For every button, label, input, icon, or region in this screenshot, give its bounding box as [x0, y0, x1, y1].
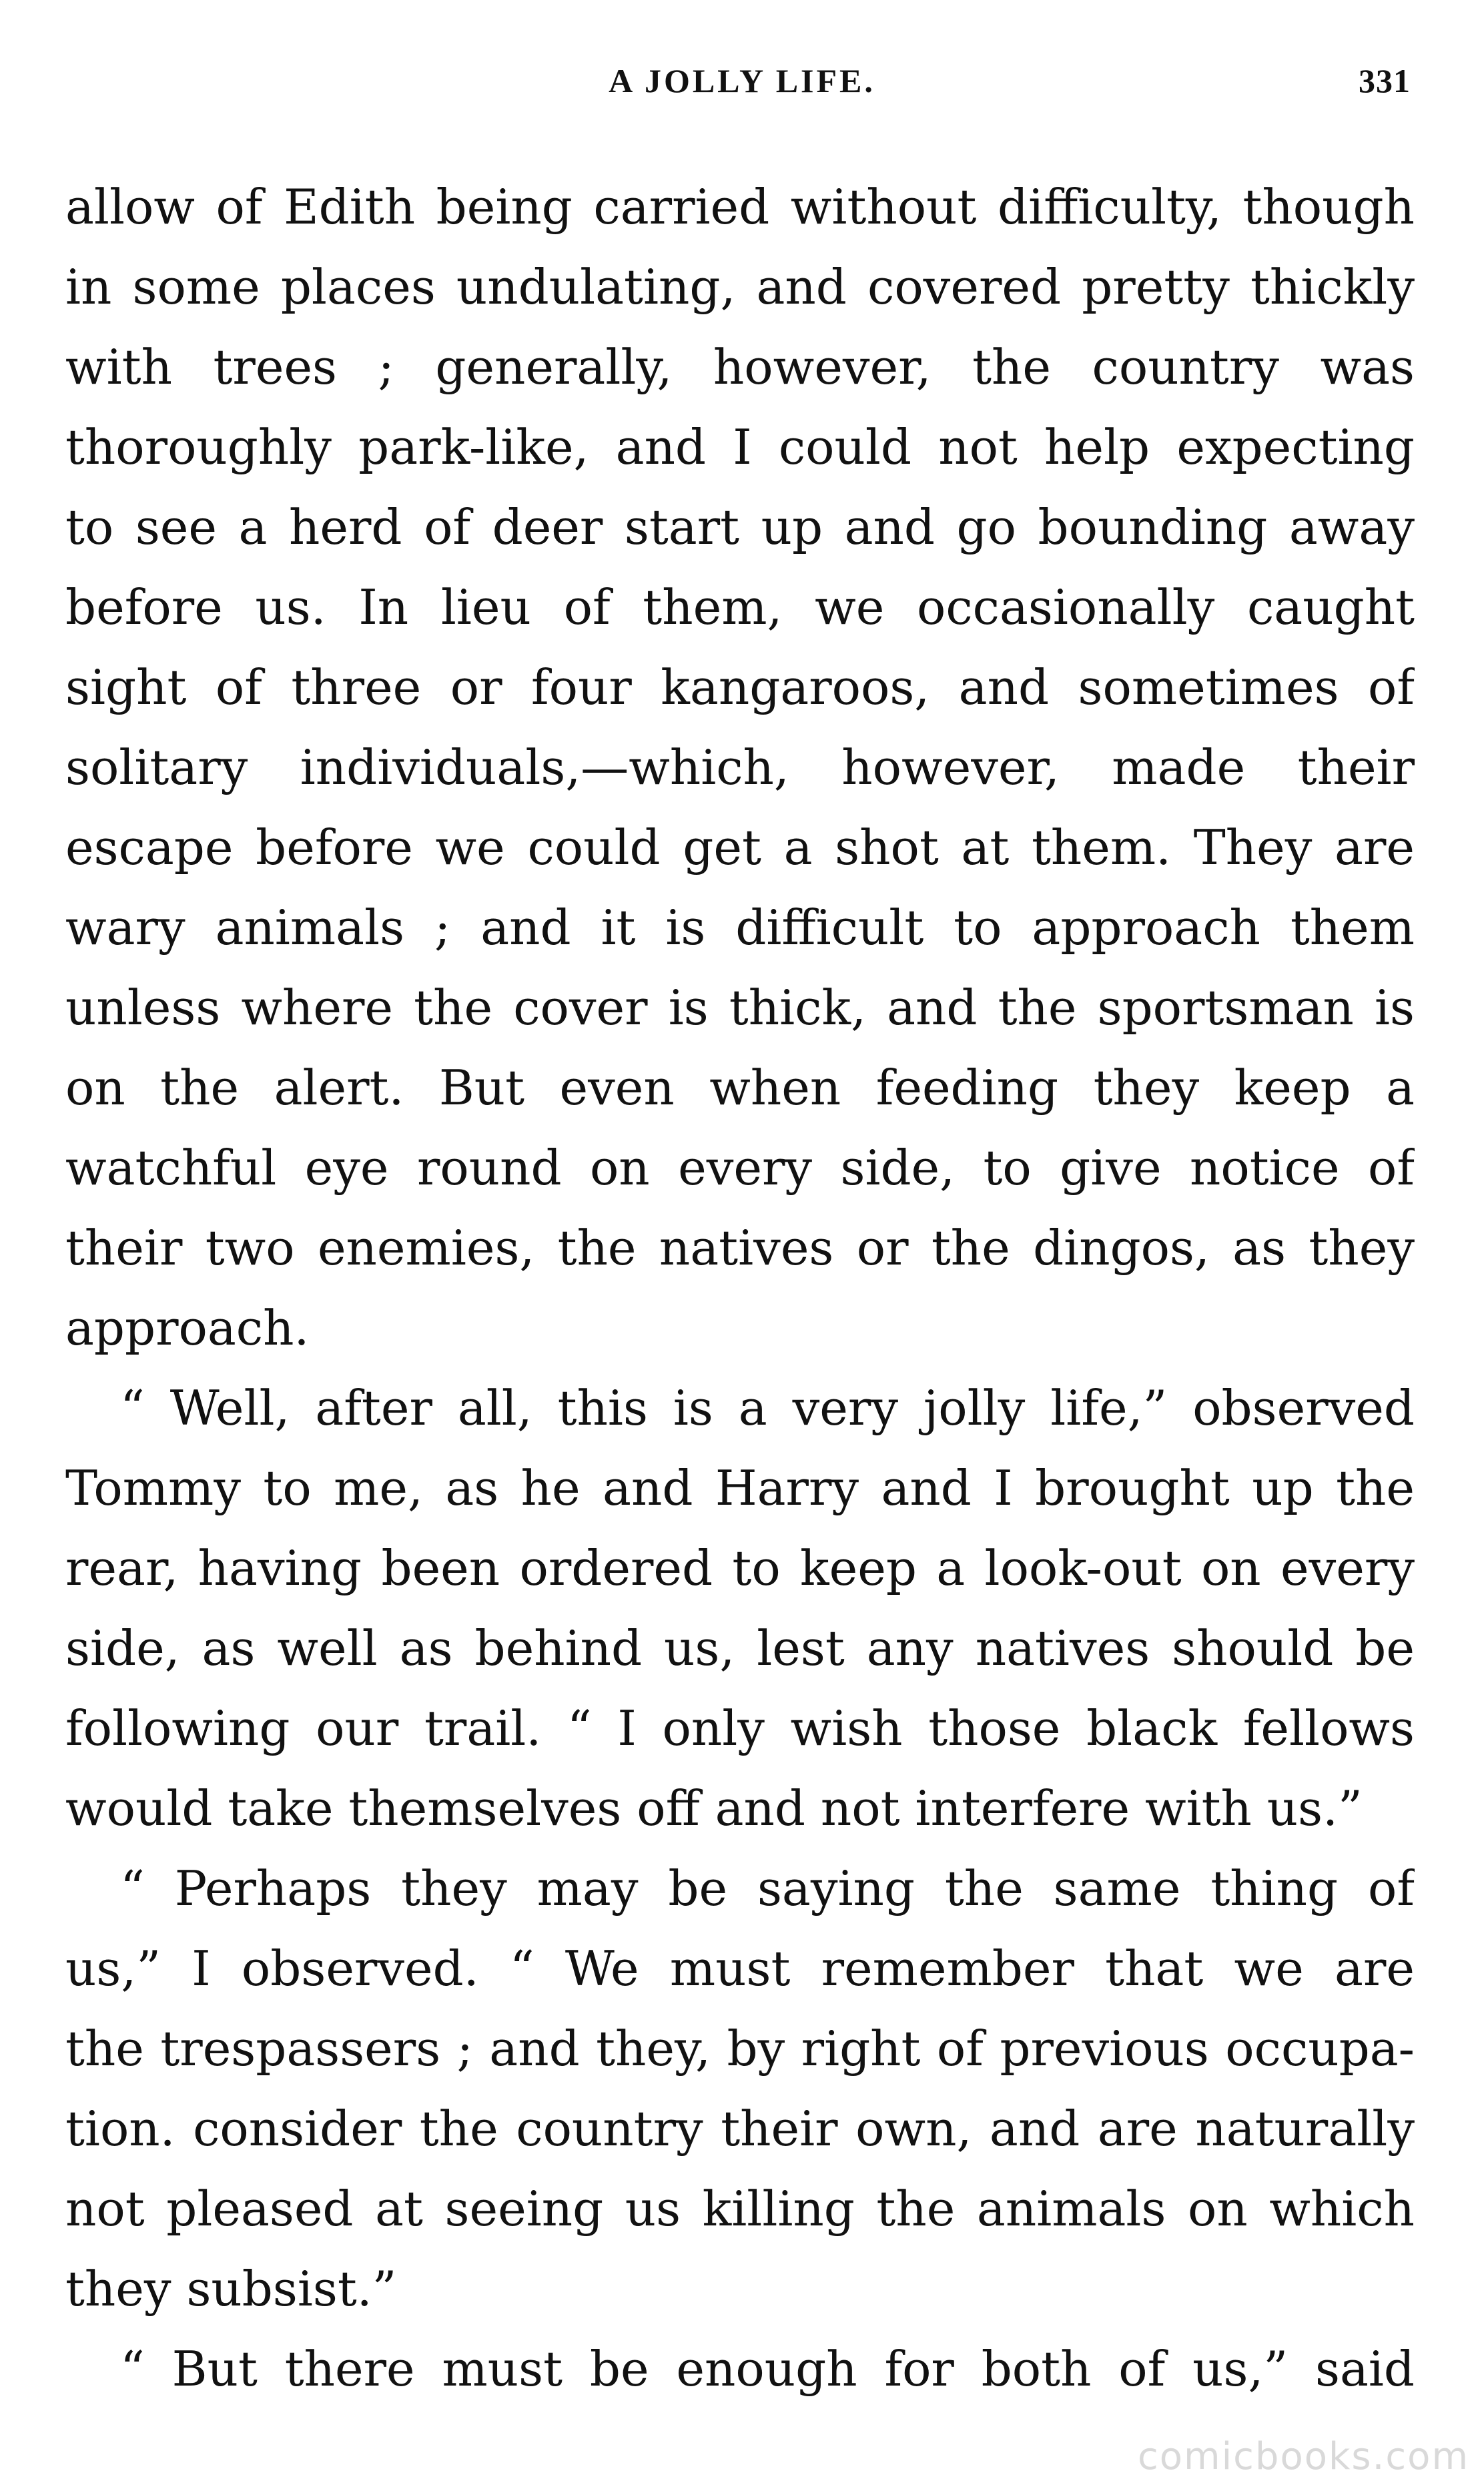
text-line: in some places undulating, and covered pretty thickly — [65, 259, 1415, 315]
text-line: to see a herd of deer start up and go bounding away — [65, 499, 1415, 555]
text-line: Tommy to me, as he and Harry and I brought up the — [65, 1460, 1415, 1516]
text-line: their two enemies, the natives or the dingos, as they — [65, 1220, 1415, 1276]
text-line: they subsist.” — [65, 2261, 397, 2317]
text-line: “ But there must be enough for both of us,” said — [120, 2341, 1415, 2397]
page-number: 331 — [1359, 62, 1411, 99]
text-line: on the alert. But even when feeding they keep a — [65, 1060, 1415, 1116]
text-line: “ Well, after all, this is a very jolly life,” observed — [120, 1380, 1415, 1436]
text-line: unless where the cover is thick, and the sportsman is — [65, 980, 1415, 1036]
text-line: sight of three or four kangaroos, and sometimes of — [65, 659, 1415, 715]
text-line: side, as well as behind us, lest any natives should be — [65, 1620, 1415, 1676]
text-line: “ Perhaps they may be saying the same thing of — [120, 1860, 1415, 1916]
text-line: watchful eye round on every side, to give notice of — [65, 1140, 1415, 1196]
text-line: allow of Edith being carried without difficulty, though — [65, 179, 1415, 235]
text-line: not pleased at seeing us killing the animals on which — [65, 2181, 1415, 2237]
text-line: the trespassers ; and they, by right of previous occupa- — [65, 2021, 1415, 2077]
text-line: us,” I observed. “ We must remember that we are — [65, 1940, 1415, 1997]
running-title: A JOLLY LIFE. — [609, 62, 875, 99]
text-line: escape before we could get a shot at them. They are — [65, 819, 1415, 875]
text-line: approach. — [65, 1300, 310, 1356]
watermark: comicbooks.com — [1137, 2435, 1469, 2478]
body-text — [65, 167, 1415, 2409]
text-line: with trees ; generally, however, the country was — [65, 339, 1415, 395]
text-line: rear, having been ordered to keep a look-out on every — [65, 1540, 1415, 1596]
text-line: would take themselves off and not interfere with us.” — [65, 1780, 1363, 1836]
text-line: tion. consider the country their own, and are naturally — [65, 2101, 1415, 2157]
text-line: before us. In lieu of them, we occasionally caught — [65, 579, 1415, 635]
text-line: thoroughly park-like, and I could not help expecting — [65, 419, 1415, 475]
text-line: following our trail. “ I only wish those black fellows — [65, 1700, 1415, 1756]
text-line: wary animals ; and it is difficult to approach them — [65, 900, 1415, 956]
running-header — [0, 61, 1484, 108]
text-line: solitary individuals,—which, however, made their — [65, 739, 1415, 795]
